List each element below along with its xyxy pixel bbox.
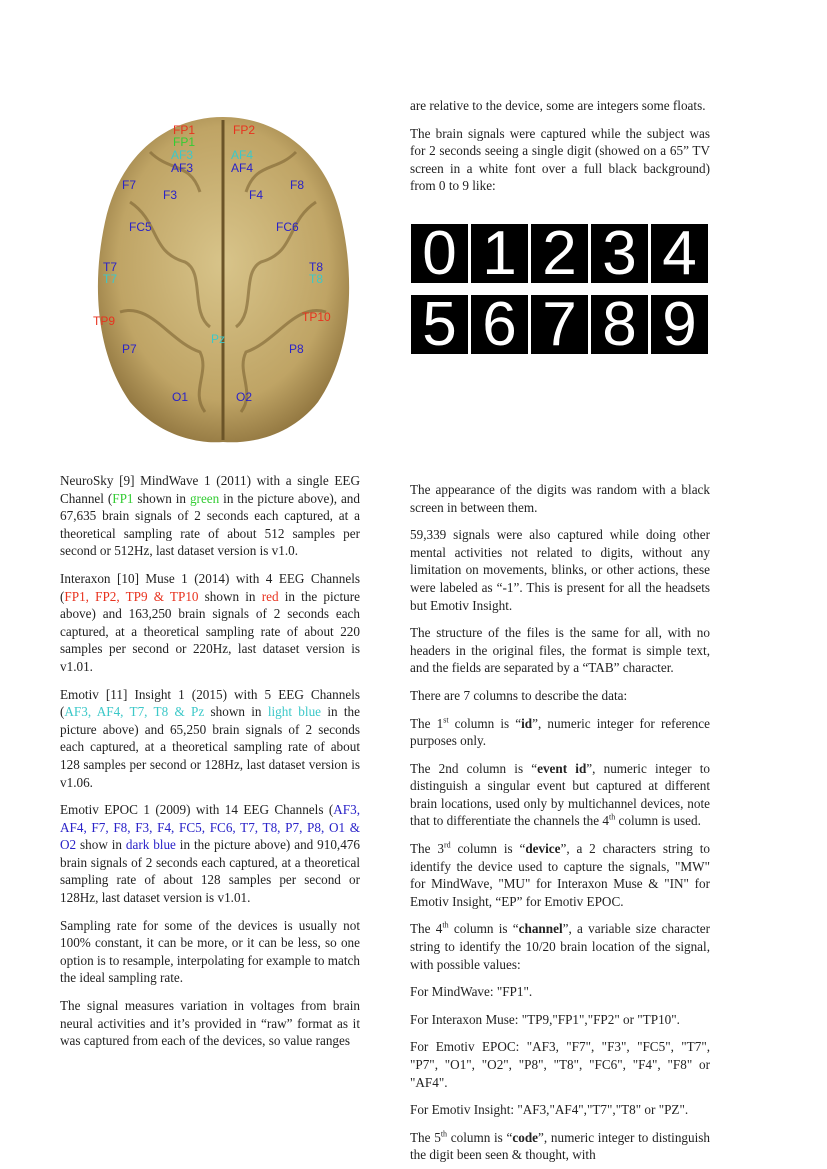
electrode-label: FC6 — [276, 220, 299, 234]
text-run: shown in — [133, 490, 190, 506]
digit-tile: 6 — [471, 295, 528, 354]
colored-text: FP1, FP2, TP9 & TP10 — [64, 588, 199, 604]
paragraph — [410, 125, 710, 195]
paragraph — [410, 1129, 710, 1164]
text-run: For MindWave: "FP1". — [410, 984, 533, 1000]
text-run: in the picture above) and 65,250 brain signals of 2 seconds each captured, at a theoretical sampling rate of about 128 samples per second or 128Hz, last dataset version is v1.06. — [60, 704, 360, 790]
text-run: are relative to the device, some are integers some floats. — [410, 98, 706, 113]
text-run: column is used. — [615, 813, 701, 829]
text-run: ”, numeric integer for reference purposes only. — [410, 715, 710, 749]
text-run: The structure of the files is the same for all, with no headers in the original files, the format is simple text, and the fields are separated by a “TAB” character. — [410, 625, 710, 676]
text-run: code — [512, 1129, 539, 1145]
text-run: For Emotiv Insight: "AF3,"AF4","T7","T8" or "PZ". — [410, 1102, 689, 1118]
paragraph — [60, 997, 360, 1050]
text-run: st — [443, 715, 449, 725]
digit-tile: 5 — [411, 295, 468, 354]
text-run: The brain signals were captured while the subject was for 2 seconds seeing a single digit (showed on a 65” TV screen in a white font over a full black background) from 0 to 9 like: — [410, 125, 710, 194]
paragraph — [410, 1038, 710, 1091]
text-run: th — [442, 921, 449, 931]
paragraph — [60, 917, 360, 987]
electrode-label: F8 — [290, 178, 305, 192]
electrode-label: T7 — [103, 260, 118, 274]
electrode-label: O2 — [236, 390, 253, 404]
text-run: column is “ — [447, 1129, 513, 1145]
electrode-label: AF4 — [231, 148, 254, 162]
electrode-label: T8 — [309, 260, 324, 274]
paragraph — [410, 526, 710, 614]
text-run: The 2nd column is “ — [410, 760, 538, 776]
electrode-label: AF4 — [231, 161, 254, 175]
electrode-label: F4 — [249, 188, 264, 202]
electrode-label: AF3 — [171, 161, 194, 175]
text-run: th — [608, 813, 616, 823]
text-run: event id — [537, 760, 587, 776]
digit-tile: 8 — [591, 295, 648, 354]
electrode-label: P8 — [289, 342, 304, 356]
text-run: th — [440, 1129, 448, 1139]
text-run: shown in — [198, 588, 262, 604]
left-column — [60, 472, 360, 1060]
digit-tile: 3 — [591, 224, 648, 283]
text-run: For Interaxon Muse: "TP9,"FP1","FP2" or "TP10". — [410, 1011, 680, 1027]
text-run: For Emotiv EPOC: "AF3, "F7", "F3", "FC5", "T7", "P7", "O1", "O2", "P8", "T8", "FC6", "F4", "F8" or "AF4". — [410, 1039, 710, 1090]
digits-figure — [411, 219, 709, 366]
paragraph — [60, 801, 360, 907]
text-run: column is “ — [448, 921, 519, 937]
digit-tile: 1 — [471, 224, 528, 283]
paragraph — [410, 920, 710, 973]
digit-tile: 2 — [531, 224, 588, 283]
brain-electrode-figure — [90, 112, 356, 446]
text-run: Emotiv [11] Insight 1 (2015) with 5 EEG Channels ( — [60, 686, 360, 720]
electrode-label: P7 — [122, 342, 137, 356]
colored-text: dark blue — [125, 837, 176, 853]
electrode-label: T8 — [309, 272, 324, 286]
right-column-top-text — [410, 97, 710, 195]
text-run: ”, numeric integer to distinguish the digit been seen & thought, with — [410, 1129, 710, 1163]
text-run: show in — [76, 837, 126, 853]
text-run: The 3 — [410, 841, 444, 857]
digit-tile: 0 — [411, 224, 468, 283]
digit-tile: 4 — [651, 224, 708, 283]
electrode-label: T7 — [103, 272, 118, 286]
text-run: There are 7 columns to describe the data: — [410, 687, 628, 703]
paragraph — [60, 686, 360, 792]
text-run: Emotiv EPOC 1 (2009) with 14 EEG Channels ( — [60, 802, 334, 818]
electrode-label: Pz — [211, 332, 226, 346]
text-run: The 4 — [410, 921, 443, 937]
text-run: rd — [443, 840, 451, 850]
colored-text: red — [261, 588, 279, 604]
text-run: ”, a 2 characters string to identify the device used to capture the signals, "MW" for MindWave, "MU" for Interaxon Muse & "IN" for Emotiv Insight, “EP” for Emotiv EPOC. — [410, 841, 710, 909]
text-run: in the picture above) and 910,476 brain signals of 2 seconds each captured, at a theoretical sampling rate of about 128 samples per second or 128Hz, last dataset version is v1.01. — [60, 837, 360, 906]
digit-tile: 7 — [531, 295, 588, 354]
paragraph — [410, 715, 710, 750]
text-run: in the picture above) and 163,250 brain signals of 2 seconds each captured, at a theoretical sampling rate of about 220 samples per second or 220Hz, last dataset version is v1.01. — [60, 588, 361, 674]
paragraph — [410, 840, 710, 910]
paragraph — [410, 481, 710, 516]
electrode-label: F3 — [163, 188, 178, 202]
electrode-label: TP9 — [93, 314, 116, 328]
colored-text: AF3, AF4, F7, F8, F3, F4, FC5, FC6, T7, T8, P7, P8, O1 & O2 — [60, 802, 360, 853]
text-run: column is “ — [448, 715, 522, 731]
paragraph — [410, 97, 710, 115]
text-run: id — [521, 715, 533, 731]
colored-text: AF3, AF4, T7, T8 & Pz — [64, 704, 205, 720]
colored-text: light blue — [267, 704, 322, 720]
electrode-label: TP10 — [302, 310, 331, 324]
text-run: The appearance of the digits was random with a black screen in between them. — [410, 481, 710, 515]
text-run: column is “ — [450, 841, 526, 857]
text-run: channel — [518, 921, 563, 937]
text-run: in the picture above), and 67,635 brain signals of 2 seconds each captured, at a theoretical sampling rate of about 512 samples per second or 512Hz, last dataset version is v1.0. — [60, 490, 360, 559]
colored-text: FP1 — [112, 490, 134, 506]
electrode-label: FP1 — [173, 123, 196, 137]
colored-text: green — [189, 490, 220, 506]
electrode-label: FC5 — [129, 220, 152, 234]
text-run: device — [525, 841, 561, 857]
paragraph — [410, 983, 710, 1001]
text-run: The signal measures variation in voltages from brain neural activities and it’s provided in “raw” format as it was captured from each of the devices, so value ranges — [60, 998, 360, 1049]
paragraph — [410, 1101, 710, 1119]
electrode-label: O1 — [172, 390, 189, 404]
digits-row — [411, 219, 709, 288]
text-run: ”, a variable size character string to identify the 10/20 brain location of the signal, with possible values: — [410, 921, 710, 972]
text-run: 59,339 signals were also captured while doing other mental activities not related to digits, without any limitation on movements, blinks, or other actions, these were labeled as “-1”. This is present for all the headsets but Emotiv Insight. — [410, 527, 710, 613]
text-run: Interaxon [10] Muse 1 (2014) with 4 EEG Channels ( — [60, 570, 360, 604]
right-column-body-text — [410, 481, 710, 1164]
paragraph — [410, 687, 710, 705]
electrode-label: F7 — [122, 178, 137, 192]
electrode-label: AF3 — [171, 148, 194, 162]
electrode-label: FP2 — [233, 123, 256, 137]
paragraph — [60, 472, 360, 560]
text-run: The 5 — [410, 1129, 441, 1145]
paragraph — [410, 760, 710, 830]
text-run: Sampling rate for some of the devices is usually not 100% constant, it can be more, or it can be less, so one option is to resample, interpolating for example to match the ideal sampling rate. — [60, 917, 360, 986]
text-run: shown in — [204, 704, 268, 720]
paragraph — [60, 570, 360, 676]
digits-row — [411, 290, 709, 359]
digit-tile: 9 — [651, 295, 708, 354]
text-run: The 1 — [410, 715, 444, 731]
electrode-label: FP1 — [173, 135, 196, 149]
paragraph — [410, 624, 710, 677]
text-run: ”, numeric integer to distinguish a singular event but captured at different brain locations, used only by multichannel devices, note that to differentiate the channels the 4 — [410, 760, 710, 829]
text-run: NeuroSky [9] MindWave 1 (2011) with a single EEG Channel ( — [60, 473, 360, 506]
paragraph — [410, 1011, 710, 1029]
